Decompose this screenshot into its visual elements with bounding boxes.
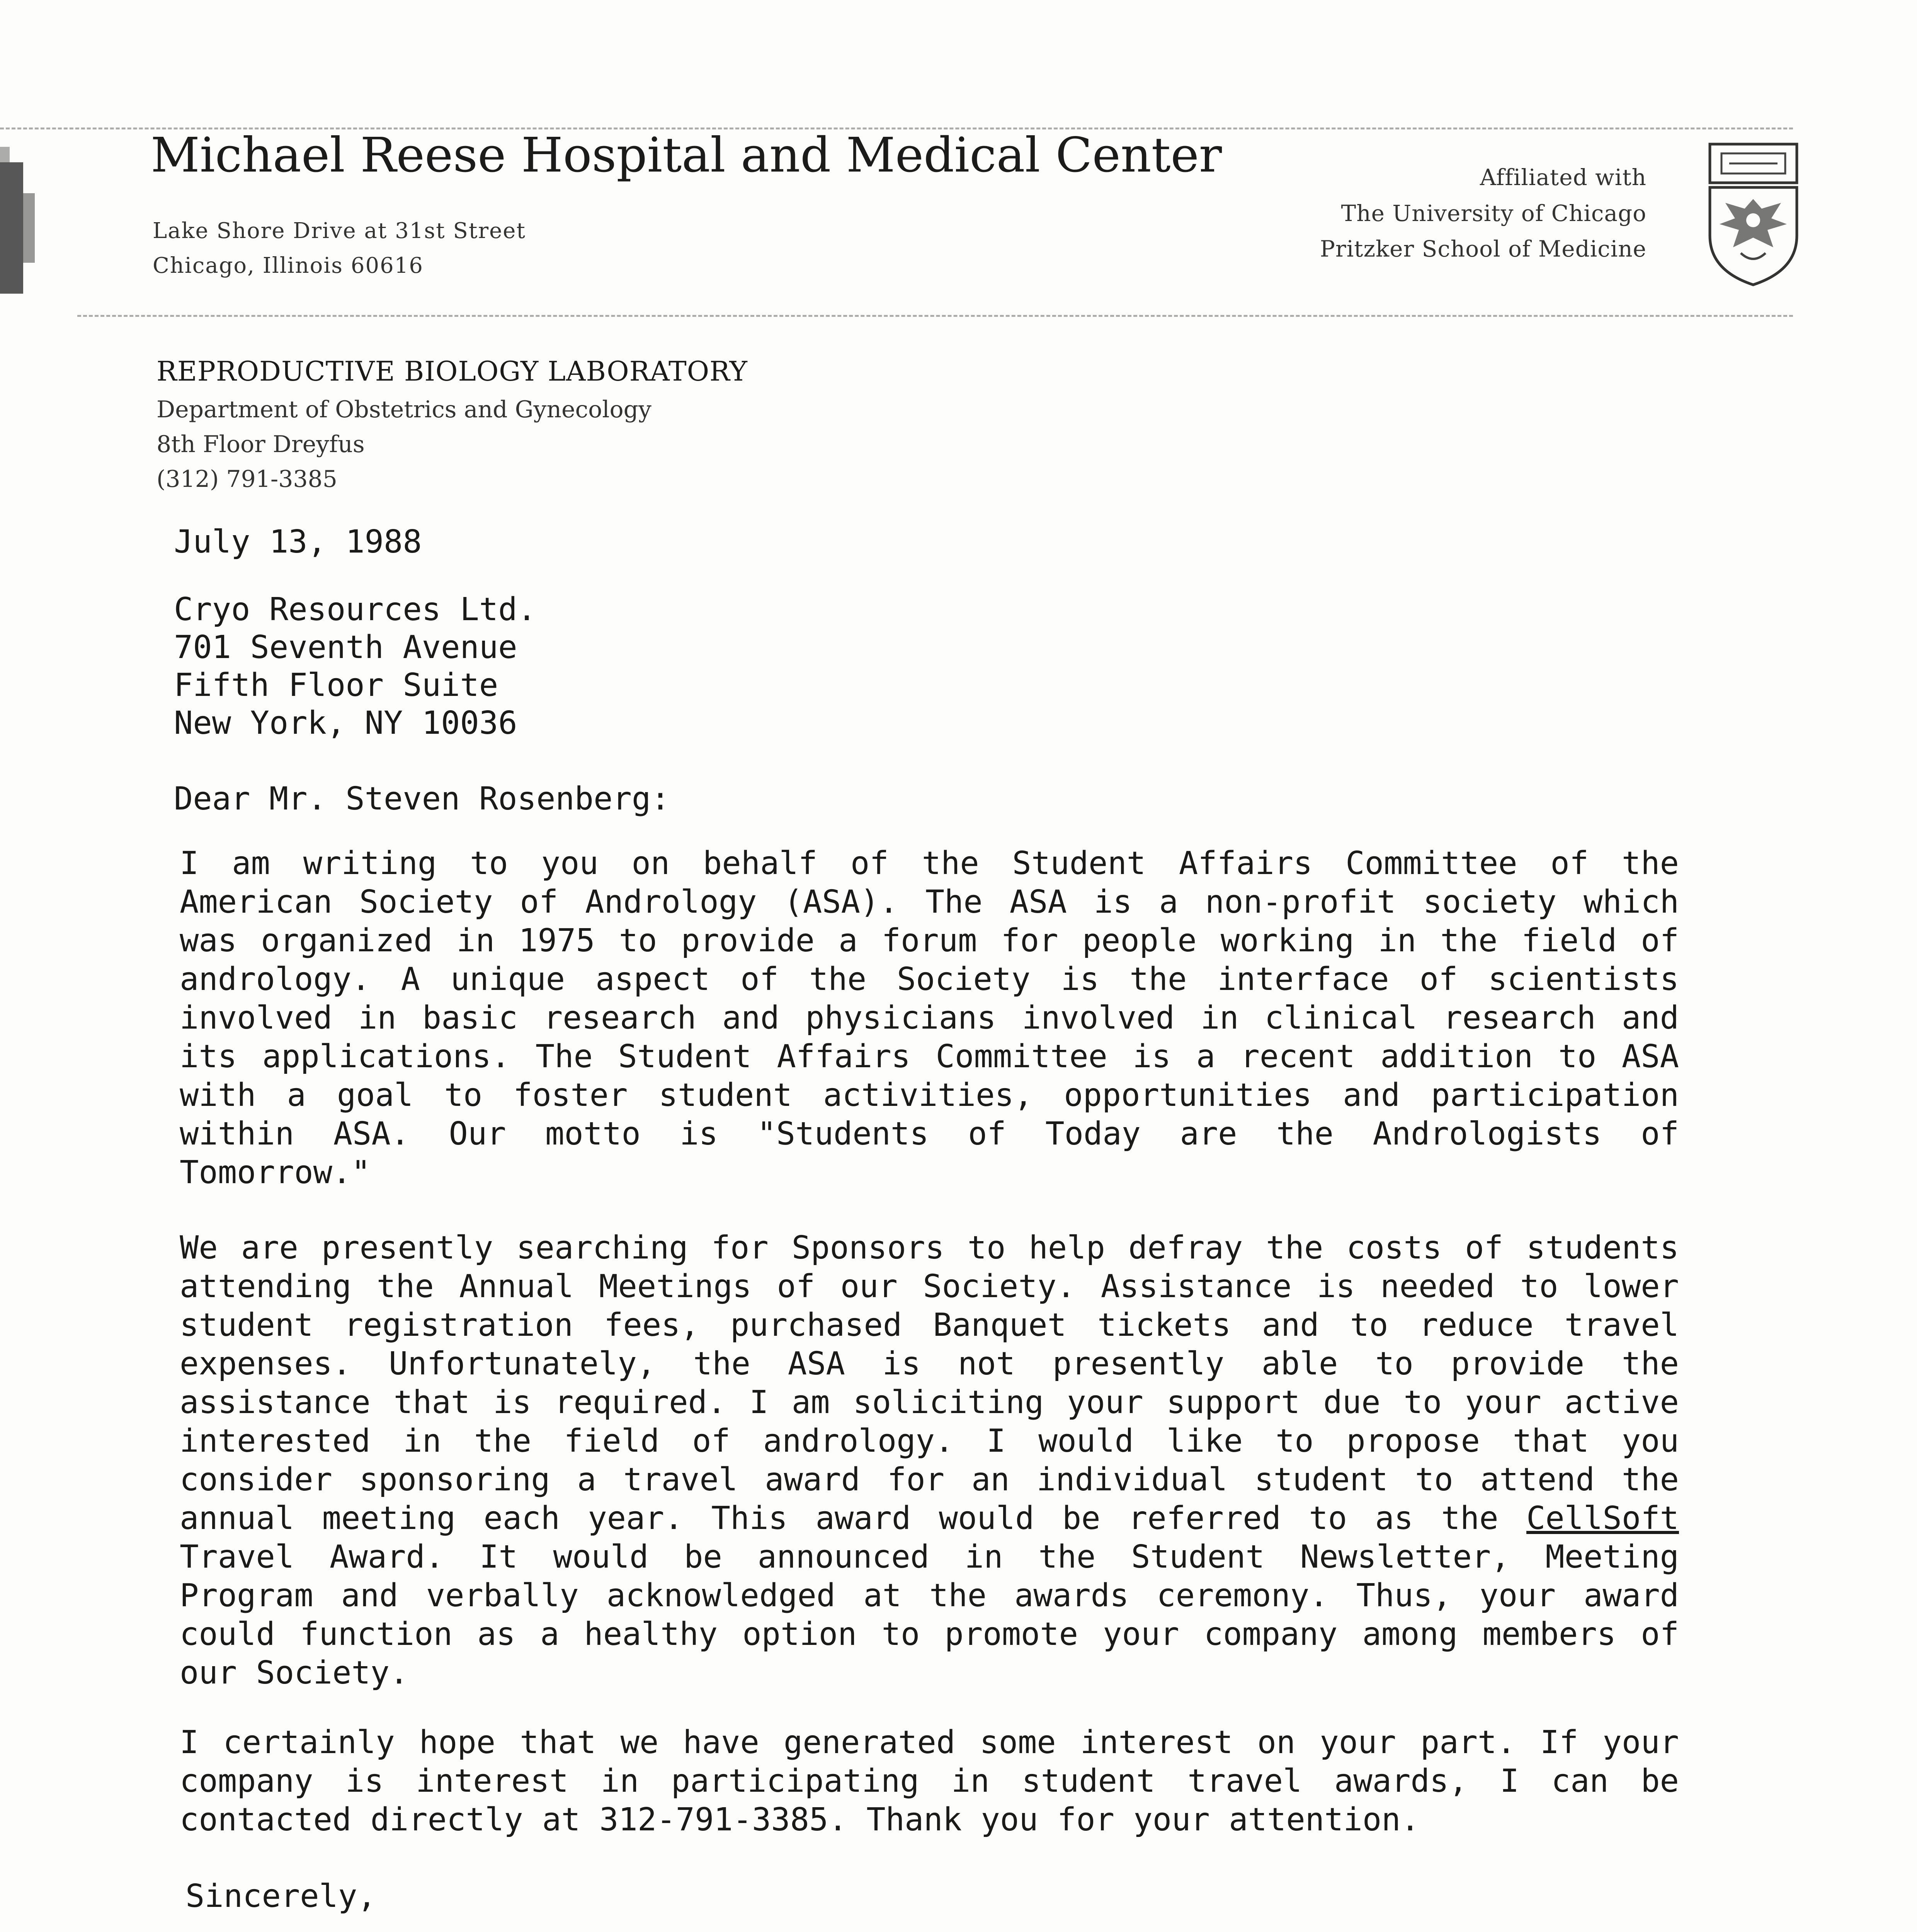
scan-edge-mark [0, 147, 43, 309]
paragraph-1-line: I am writing to you on behalf of the Student Affairs Committee of the [180, 845, 1679, 882]
paragraph-2-line: Program and verbally acknowledged at the awards ceremony. Thus, your award [180, 1577, 1679, 1614]
recipient-line4: New York, NY 10036 [174, 705, 517, 742]
paragraph-1-line: involved in basic research and physicians involved in clinical research and [180, 1000, 1679, 1036]
closing: Sincerely, [185, 1878, 376, 1915]
department-name: Department of Obstetrics and Gynecology [156, 396, 651, 423]
paragraph-1-line: was organized in 1975 to provide a forum for people working in the field of [180, 922, 1679, 959]
paragraph-2 [180, 1229, 1679, 1692]
paragraph-2-line: our Society. [180, 1655, 409, 1691]
header-bottom-rule [77, 315, 1793, 317]
paragraph-1-line: with a goal to foster student activities, opportunities and participation [180, 1077, 1679, 1114]
paragraph-2-line: student registration fees, purchased Banquet tickets and to reduce travel [180, 1307, 1679, 1344]
affiliation-line1: Affiliated with [1480, 164, 1647, 190]
department-phone: (312) 791-3385 [156, 466, 337, 493]
paragraph-2-line: expenses. Unfortunately, the ASA is not presently able to provide the [180, 1345, 1679, 1382]
paragraph-1 [180, 844, 1679, 1192]
hospital-address-line1: Lake Shore Drive at 31st Street [153, 218, 526, 243]
letter-date: July 13, 1988 [174, 524, 422, 560]
paragraph-2-line: attending the Annual Meetings of our Society. Assistance is needed to lower [180, 1268, 1679, 1305]
recipient-line1: Cryo Resources Ltd. [174, 591, 536, 628]
recipient-line2: 701 Seventh Avenue [174, 629, 517, 666]
department-floor: 8th Floor Dreyfus [156, 431, 365, 458]
paragraph-3-line: company is interest in participating in student travel awards, I can be [180, 1763, 1679, 1799]
hospital-address-line2: Chicago, Illinois 60616 [153, 253, 424, 278]
paragraph-2-line: consider sponsoring a travel award for an individual student to attend the [180, 1461, 1679, 1498]
recipient-line3: Fifth Floor Suite [174, 667, 498, 704]
paragraph-3-line: contacted directly at 312-791-3385. Thank you for your attention. [180, 1801, 1420, 1838]
paragraph-2-line: assistance that is required. I am soliciting your support due to your active [180, 1384, 1679, 1421]
award-line-text: annual meeting each year. This award would be referred to as the [180, 1500, 1499, 1537]
affiliation-line2: The University of Chicago [1341, 200, 1647, 226]
paragraph-1-line: andrology. A unique aspect of the Society is the interface of scientists [180, 961, 1679, 998]
handwritten-signature [182, 1924, 553, 1932]
paragraph-1-line: American Society of Andrology (ASA). The ASA is a non-profit society which [180, 884, 1679, 920]
paragraph-2-award-line [180, 1499, 1679, 1538]
cellsoft-underlined: CellSoft [1526, 1500, 1679, 1537]
paragraph-2-line: interested in the field of andrology. I would like to propose that you [180, 1423, 1679, 1459]
paragraph-3 [180, 1723, 1679, 1839]
lab-title: REPRODUCTIVE BIOLOGY LABORATORY [156, 355, 748, 387]
paragraph-2-line: Travel Award. It would be announced in the Student Newsletter, Meeting [180, 1539, 1679, 1575]
paragraph-1-line: Tomorrow." [180, 1154, 371, 1191]
paragraph-3-line: I certainly hope that we have generated some interest on your part. If your [180, 1724, 1679, 1761]
affiliation-line3: Pritzker School of Medicine [1320, 236, 1647, 262]
paragraph-2-line: could function as a healthy option to promote your company among members of [180, 1616, 1679, 1653]
salutation: Dear Mr. Steven Rosenberg: [174, 781, 670, 817]
hospital-name: Michael Reese Hospital and Medical Center [151, 128, 1222, 183]
university-crest-icon [1702, 137, 1805, 288]
paragraph-2-line: We are presently searching for Sponsors to help defray the costs of students [180, 1230, 1679, 1266]
paragraph-1-line: its applications. The Student Affairs Committee is a recent addition to ASA [180, 1038, 1679, 1075]
paragraph-1-line: within ASA. Our motto is "Students of Today are the Andrologists of [180, 1116, 1679, 1152]
